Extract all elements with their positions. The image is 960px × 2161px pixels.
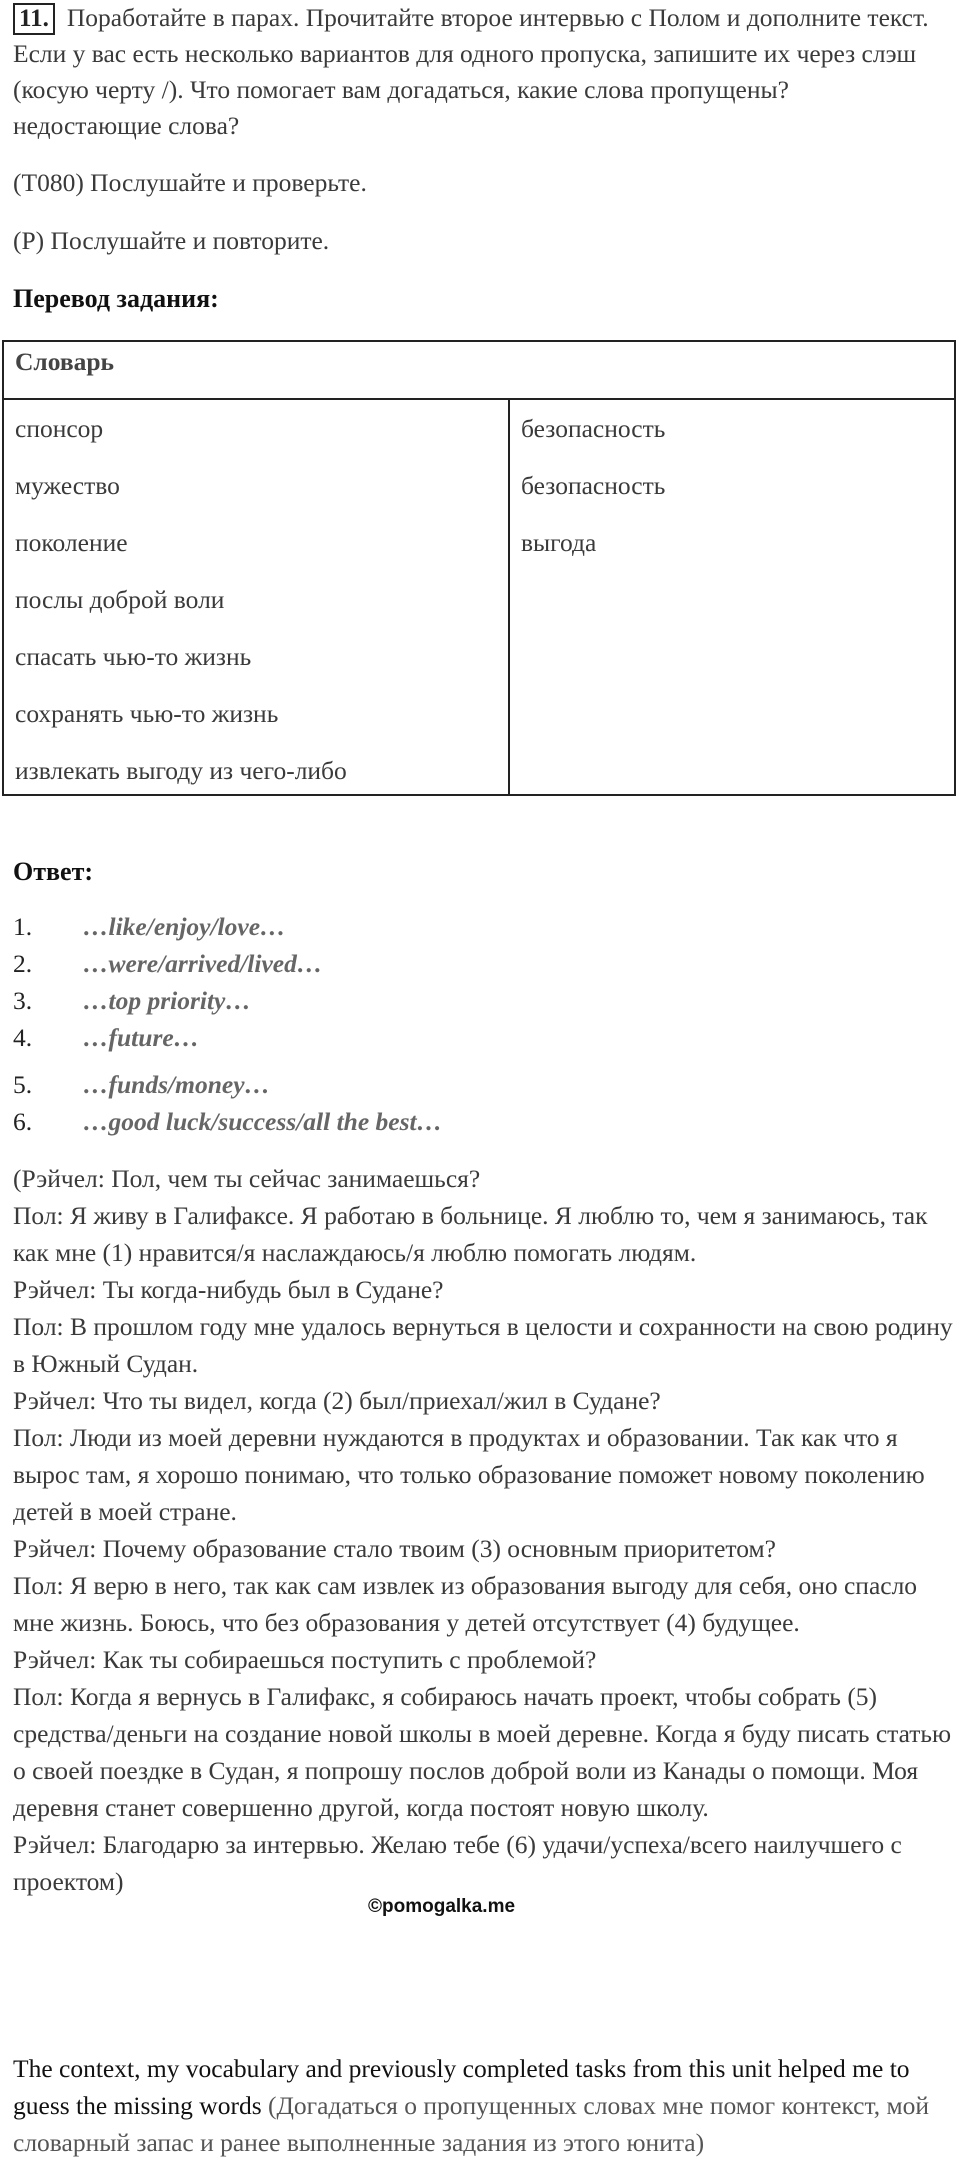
listen-check-line: (T080) Послушайте и проверьте. [13, 168, 367, 197]
answer-item [13, 1107, 442, 1137]
dialogue-line: (Рэйчел: Пол, чем ты сейчас занимаешься? [13, 1164, 481, 1193]
vocabulary-item: послы доброй воли [15, 585, 225, 614]
answer-number: 5. [13, 1070, 33, 1099]
answer-text: …future… [83, 1023, 200, 1052]
answer-text: …like/enjoy/love… [83, 912, 286, 941]
answer-text: …top priority… [83, 986, 251, 1015]
dialogue-line: Пол: Я живу в Галифаксе. Я работаю в больнице. Я люблю то, чем я занимаюсь, так как мне (1) нравится/я наслаждаюсь/я люблю помогать людям. [13, 1201, 928, 1267]
answer-item [13, 986, 251, 1016]
vocabulary-item: выгода [521, 528, 597, 557]
conclusion-russian: (Догадаться о пропущенных словах мне помог контекст, мой словарный запас и ранее выполненные задания из этого юнита) [13, 2091, 929, 2157]
vocabulary-item: спасать чью-то жизнь [15, 642, 252, 671]
task-instruction: Поработайте в парах. Прочитайте второе интервью с Полом и дополните текст. Если у вас есть несколько вариантов для одного пропуска, запишите их через слэш (косую черту /). Что помогает вам догадаться, какие слова пропущены? недостающие слова? [13, 3, 929, 140]
dialogue-line: Рэйчел: Что ты видел, когда (2) был/приехал/жил в Судане? [13, 1386, 661, 1415]
vocabulary-item: извлекать выгоду из чего-либо [15, 756, 347, 785]
translation-heading: Перевод задания: [13, 284, 219, 313]
vocabulary-left-column [15, 400, 347, 799]
dialogue-line: Пол: Когда я вернусь в Галифакс, я собираюсь начать проект, чтобы собрать (5) средства/деньги на создание новой школы в моей деревне. Когда я буду писать статью о своей поездке в Судан, я попрошу послов доброй воли из Канады о помощи. Моя деревня станет совершенно другой, когда постоят новую школу. [13, 1682, 952, 1822]
vocabulary-table [2, 340, 956, 796]
answer-text: …good luck/success/all the best… [83, 1107, 443, 1136]
vocabulary-item: поколение [15, 528, 128, 557]
dialogue-line: Пол: Люди из моей деревни нуждаются в продуктах и образовании. Так как что я вырос там, я хорошо понимаю, что только образование поможет новому поколению детей в моей стране. [13, 1423, 925, 1526]
answer-heading: Ответ: [13, 857, 94, 886]
vocabulary-item: спонсор [15, 414, 104, 443]
column-divider [508, 400, 510, 796]
answer-item [13, 912, 286, 942]
listen-repeat-line: (P) Послушайте и повторите. [13, 226, 330, 255]
answer-text: …were/arrived/lived… [83, 949, 323, 978]
dialogue-line: Рэйчел: Как ты собираешься поступить с проблемой? [13, 1645, 597, 1674]
task-instruction-block [13, 0, 943, 144]
answer-item [13, 1070, 270, 1100]
watermark: ©pomogalka.me [368, 1896, 516, 1917]
vocabulary-right-column [521, 400, 665, 571]
task-number: 11. [13, 3, 55, 35]
answer-text: …funds/money… [83, 1070, 271, 1099]
answer-item [13, 949, 322, 979]
dialogue-translation [13, 1160, 953, 1900]
answer-number: 4. [13, 1023, 33, 1052]
conclusion [13, 2050, 953, 2161]
answer-number: 1. [13, 912, 33, 941]
dialogue-line: Рэйчел: Благодарю за интервью. Желаю тебе (6) удачи/успеха/всего наилучшего с проектом) [13, 1830, 902, 1896]
vocabulary-item: безопасность [521, 414, 666, 443]
vocabulary-item: сохранять чью-то жизнь [15, 699, 279, 728]
dialogue-line: Пол: В прошлом году мне удалось вернуться в целости и сохранности на свою родину в Южный Судан. [13, 1312, 953, 1378]
vocabulary-item: мужество [15, 471, 120, 500]
dialogue-line: Пол: Я верю в него, так как сам извлек из образования выгоду для себя, оно спасло мне жизнь. Боюсь, что без образования у детей отсутствует (4) будущее. [13, 1571, 918, 1637]
answer-item [13, 1023, 199, 1053]
dialogue-line: Рэйчел: Почему образование стало твоим (3) основным приоритетом? [13, 1534, 776, 1563]
dialogue-line: Рэйчел: Ты когда-нибудь был в Судане? [13, 1275, 444, 1304]
answer-number: 6. [13, 1107, 33, 1136]
answer-number: 3. [13, 986, 33, 1015]
conclusion-english: The context, my vocabulary and previously completed tasks from this unit helped me to guess the missing words [13, 2054, 910, 2120]
vocabulary-item: безопасность [521, 471, 666, 500]
answer-number: 2. [13, 949, 33, 978]
vocabulary-title: Словарь [4, 342, 954, 400]
